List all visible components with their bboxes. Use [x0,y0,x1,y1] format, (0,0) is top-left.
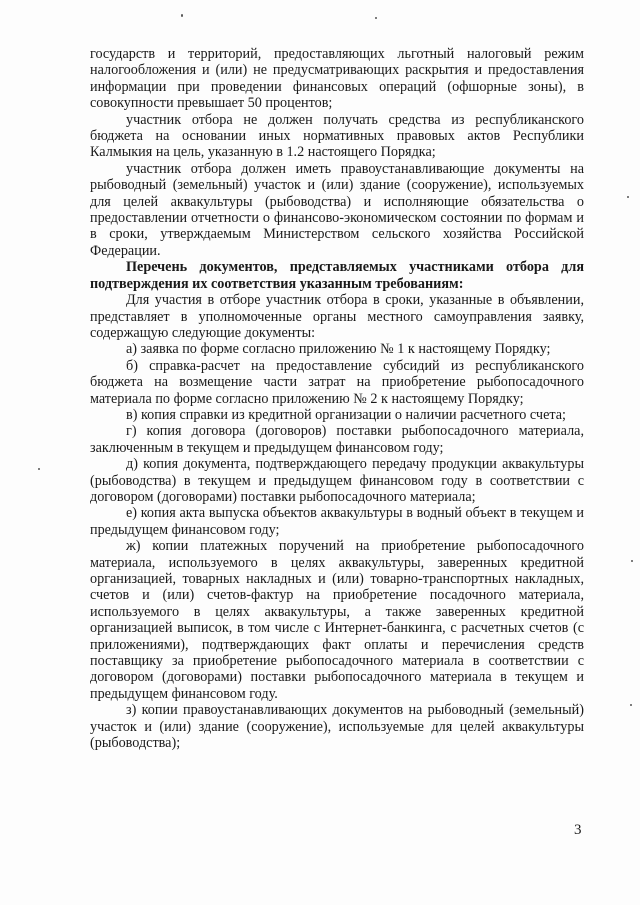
paragraph-application-intro: Для участия в отборе участник отбора в сроки, указанные в объявлении, представляет в уполномоченные органы местного самоуправления заявку, содержащую следующие документы: [90,292,584,341]
list-item-b: б) справка-расчет на предоставление субсидий из республиканского бюджета на возмещение части затрат на приобретение рыбопосадочного материала по форме согласно приложению № 2 к настоящему Порядку; [90,357,584,407]
list-item-zh: ж) копии платежных поручений на приобретение рыбопосадочного материала, используемого в целях аквакультуры, заверенных кредитной организацией, товарных накладных и (или) товарно-транспортных накладных, счетов и (или) счетов-фактур на приобретение посадочного материала, используемого в целях аквакультуры, а также заверенных кредитной организацией выписок, в том числе с Интернет-банкинга, с расчетных счетов (с приложениями), подтверждающих факт оплаты и перечисления средств поставщику за приобретение рыбопосадочного материала в соответствии с договором (договорами) поставки рыбопосадочного материала в текущем и предыдущем финансовом году. [90,538,584,702]
scan-speck [630,704,632,706]
list-item-g: г) копия договора (договоров) поставки рыбопосадочного материала, заключенным в текущем и предыдущем финансовом году; [90,423,584,456]
list-item-z: з) копии правоустанавливающих документов на рыбоводный (земельный) участок и (или) здание (сооружение), используемые для целей аквакультуры (рыбоводства); [90,702,584,752]
scan-speck [375,17,377,19]
scan-speck [627,196,629,198]
scan-speck [181,14,183,17]
scan-speck [631,560,633,562]
document-body [90,46,584,751]
scan-speck [38,468,40,470]
paragraph-offshore-zones: государств и территорий, предоставляющих льготный налоговый режим налогообложения и (или) не предусматривающих раскрытия и предоставления информации при проведении финансовых операций (офшорные зоны), в совокупности превышает 50 процентов; [90,46,584,112]
heading-documents-list: Перечень документов, представляемых участниками отбора для подтверждения их соответствия указанным требованиям: [90,259,584,292]
list-item-v: в) копия справки из кредитной организации о наличии расчетного счета; [126,406,566,423]
paragraph-no-other-funds: участник отбора не должен получать средства из республиканского бюджета на основании иных нормативных правовых актов Республики Калмыкия на цель, указанную в 1.2 настоящего Порядка; [90,111,584,161]
list-item-e: е) копия акта выпуска объектов аквакультуры в водный объект в текущем и предыдущем финансовом году; [90,505,584,538]
list-item-a: а) заявка по форме согласно приложению № 1 к настоящему Порядку; [126,341,551,358]
list-item-d: д) копия документа, подтверждающего передачу продукции аквакультуры (рыбоводства) в текущем и предыдущем финансовом году в соответствии с договором (договорами) поставки рыбопосадочного материала; [90,456,584,505]
paragraph-title-documents: участник отбора должен иметь правоустанавливающие документы на рыбоводный (земельный) участок и (или) здание (сооружение), используемых для целей аквакультуры (рыбоводства) и исполняющие обязательства о предоставлении отчетности о финансово-экономическом состоянии по формам и в сроки, утверждаемым Министерством сельского хозяйства Российской Федерации. [90,160,584,259]
page-number: 3 [574,822,582,838]
